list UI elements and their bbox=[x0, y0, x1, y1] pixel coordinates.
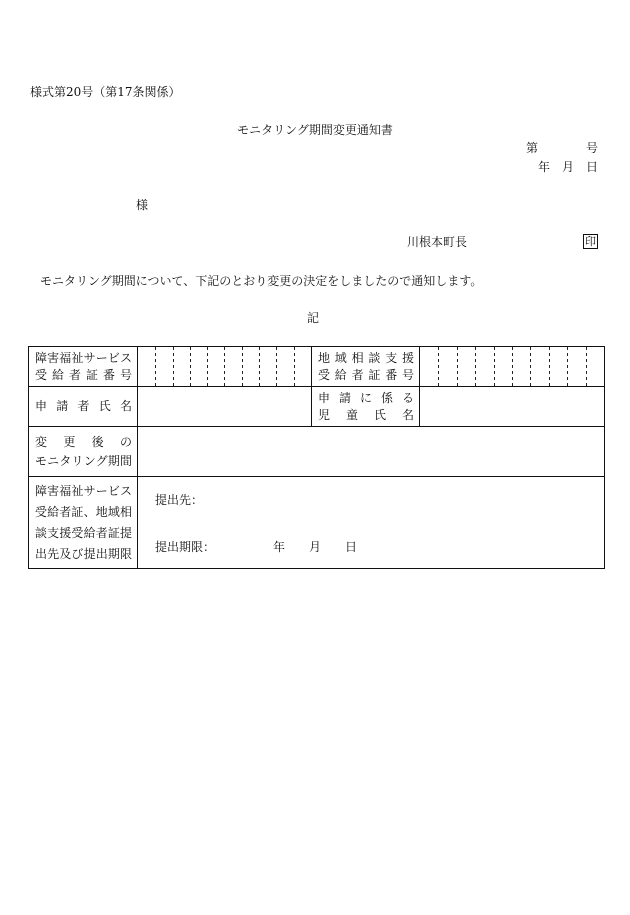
notice-table bbox=[28, 346, 605, 569]
submission-deadline-date: 年 月 日 bbox=[273, 540, 358, 554]
digit-box bbox=[438, 347, 456, 386]
digit-box bbox=[475, 347, 493, 386]
digit-box bbox=[155, 347, 172, 386]
document-date: 年 月 日 bbox=[537, 160, 598, 174]
disability-cert-number-field bbox=[138, 347, 312, 387]
document-number: 第 号 bbox=[525, 141, 598, 155]
label-line: 出先及び提出期限 bbox=[35, 546, 132, 561]
digit-box bbox=[276, 347, 293, 386]
label-line: 児 童 氏 名 bbox=[318, 407, 414, 422]
label-line: 変 更 後 の bbox=[35, 434, 132, 449]
digit-box bbox=[586, 347, 604, 386]
digit-box bbox=[259, 347, 276, 386]
regional-cert-number-field bbox=[420, 347, 604, 387]
label-line: 申 請 者 氏 名 bbox=[35, 399, 132, 413]
submission-deadline-label: 提出期限： bbox=[155, 540, 216, 554]
digit-boxes bbox=[420, 347, 604, 386]
submission-destination-label: 提出先： bbox=[155, 493, 204, 507]
digit-box bbox=[420, 347, 438, 386]
digit-box bbox=[173, 347, 190, 386]
new-monitoring-period-field bbox=[138, 427, 604, 477]
digit-box bbox=[224, 347, 241, 386]
label-line: 受 給 者 証 番 号 bbox=[35, 367, 132, 382]
disability-cert-number-label bbox=[29, 347, 138, 387]
digit-box bbox=[512, 347, 530, 386]
notice-body-text: モニタリング期間について、下記のとおり変更の決定をしましたので通知します。 bbox=[40, 274, 483, 288]
digit-box bbox=[567, 347, 585, 386]
issuer-name: 川根本町長 bbox=[407, 235, 468, 249]
submission-info-field bbox=[138, 477, 604, 568]
digit-box bbox=[190, 347, 207, 386]
child-name-field bbox=[420, 387, 604, 427]
label-line: 障害福祉サービス bbox=[35, 350, 132, 365]
form-number: 様式第20号（第17条関係） bbox=[30, 85, 181, 99]
label-line: 受給者証、地域相 bbox=[35, 504, 132, 519]
label-line: 受 給 者 証 番 号 bbox=[318, 367, 414, 382]
applicant-name-label bbox=[29, 387, 138, 427]
digit-boxes bbox=[138, 347, 311, 386]
digit-box bbox=[138, 347, 155, 386]
regional-cert-number-label bbox=[312, 347, 420, 387]
recipient-suffix: 様 bbox=[136, 198, 149, 212]
label-line: 障害福祉サービス bbox=[35, 483, 132, 498]
digit-box bbox=[549, 347, 567, 386]
child-name-label bbox=[312, 387, 420, 427]
applicant-name-field bbox=[138, 387, 312, 427]
label-line: モニタリング期間 bbox=[35, 453, 132, 468]
digit-box bbox=[242, 347, 259, 386]
seal-mark: 印 bbox=[585, 235, 596, 248]
digit-box bbox=[530, 347, 548, 386]
new-monitoring-period-label bbox=[29, 427, 138, 477]
digit-box bbox=[457, 347, 475, 386]
document-title: モニタリング期間変更通知書 bbox=[237, 123, 393, 137]
digit-box bbox=[494, 347, 512, 386]
label-line: 談支援受給者証提 bbox=[35, 525, 132, 540]
digit-box bbox=[294, 347, 311, 386]
label-line: 申 請 に 係 る bbox=[318, 390, 414, 405]
ki-heading: 記 bbox=[306, 311, 319, 325]
digit-box bbox=[207, 347, 224, 386]
submission-info-label bbox=[29, 477, 138, 568]
label-line: 地 域 相 談 支 援 bbox=[318, 350, 414, 365]
